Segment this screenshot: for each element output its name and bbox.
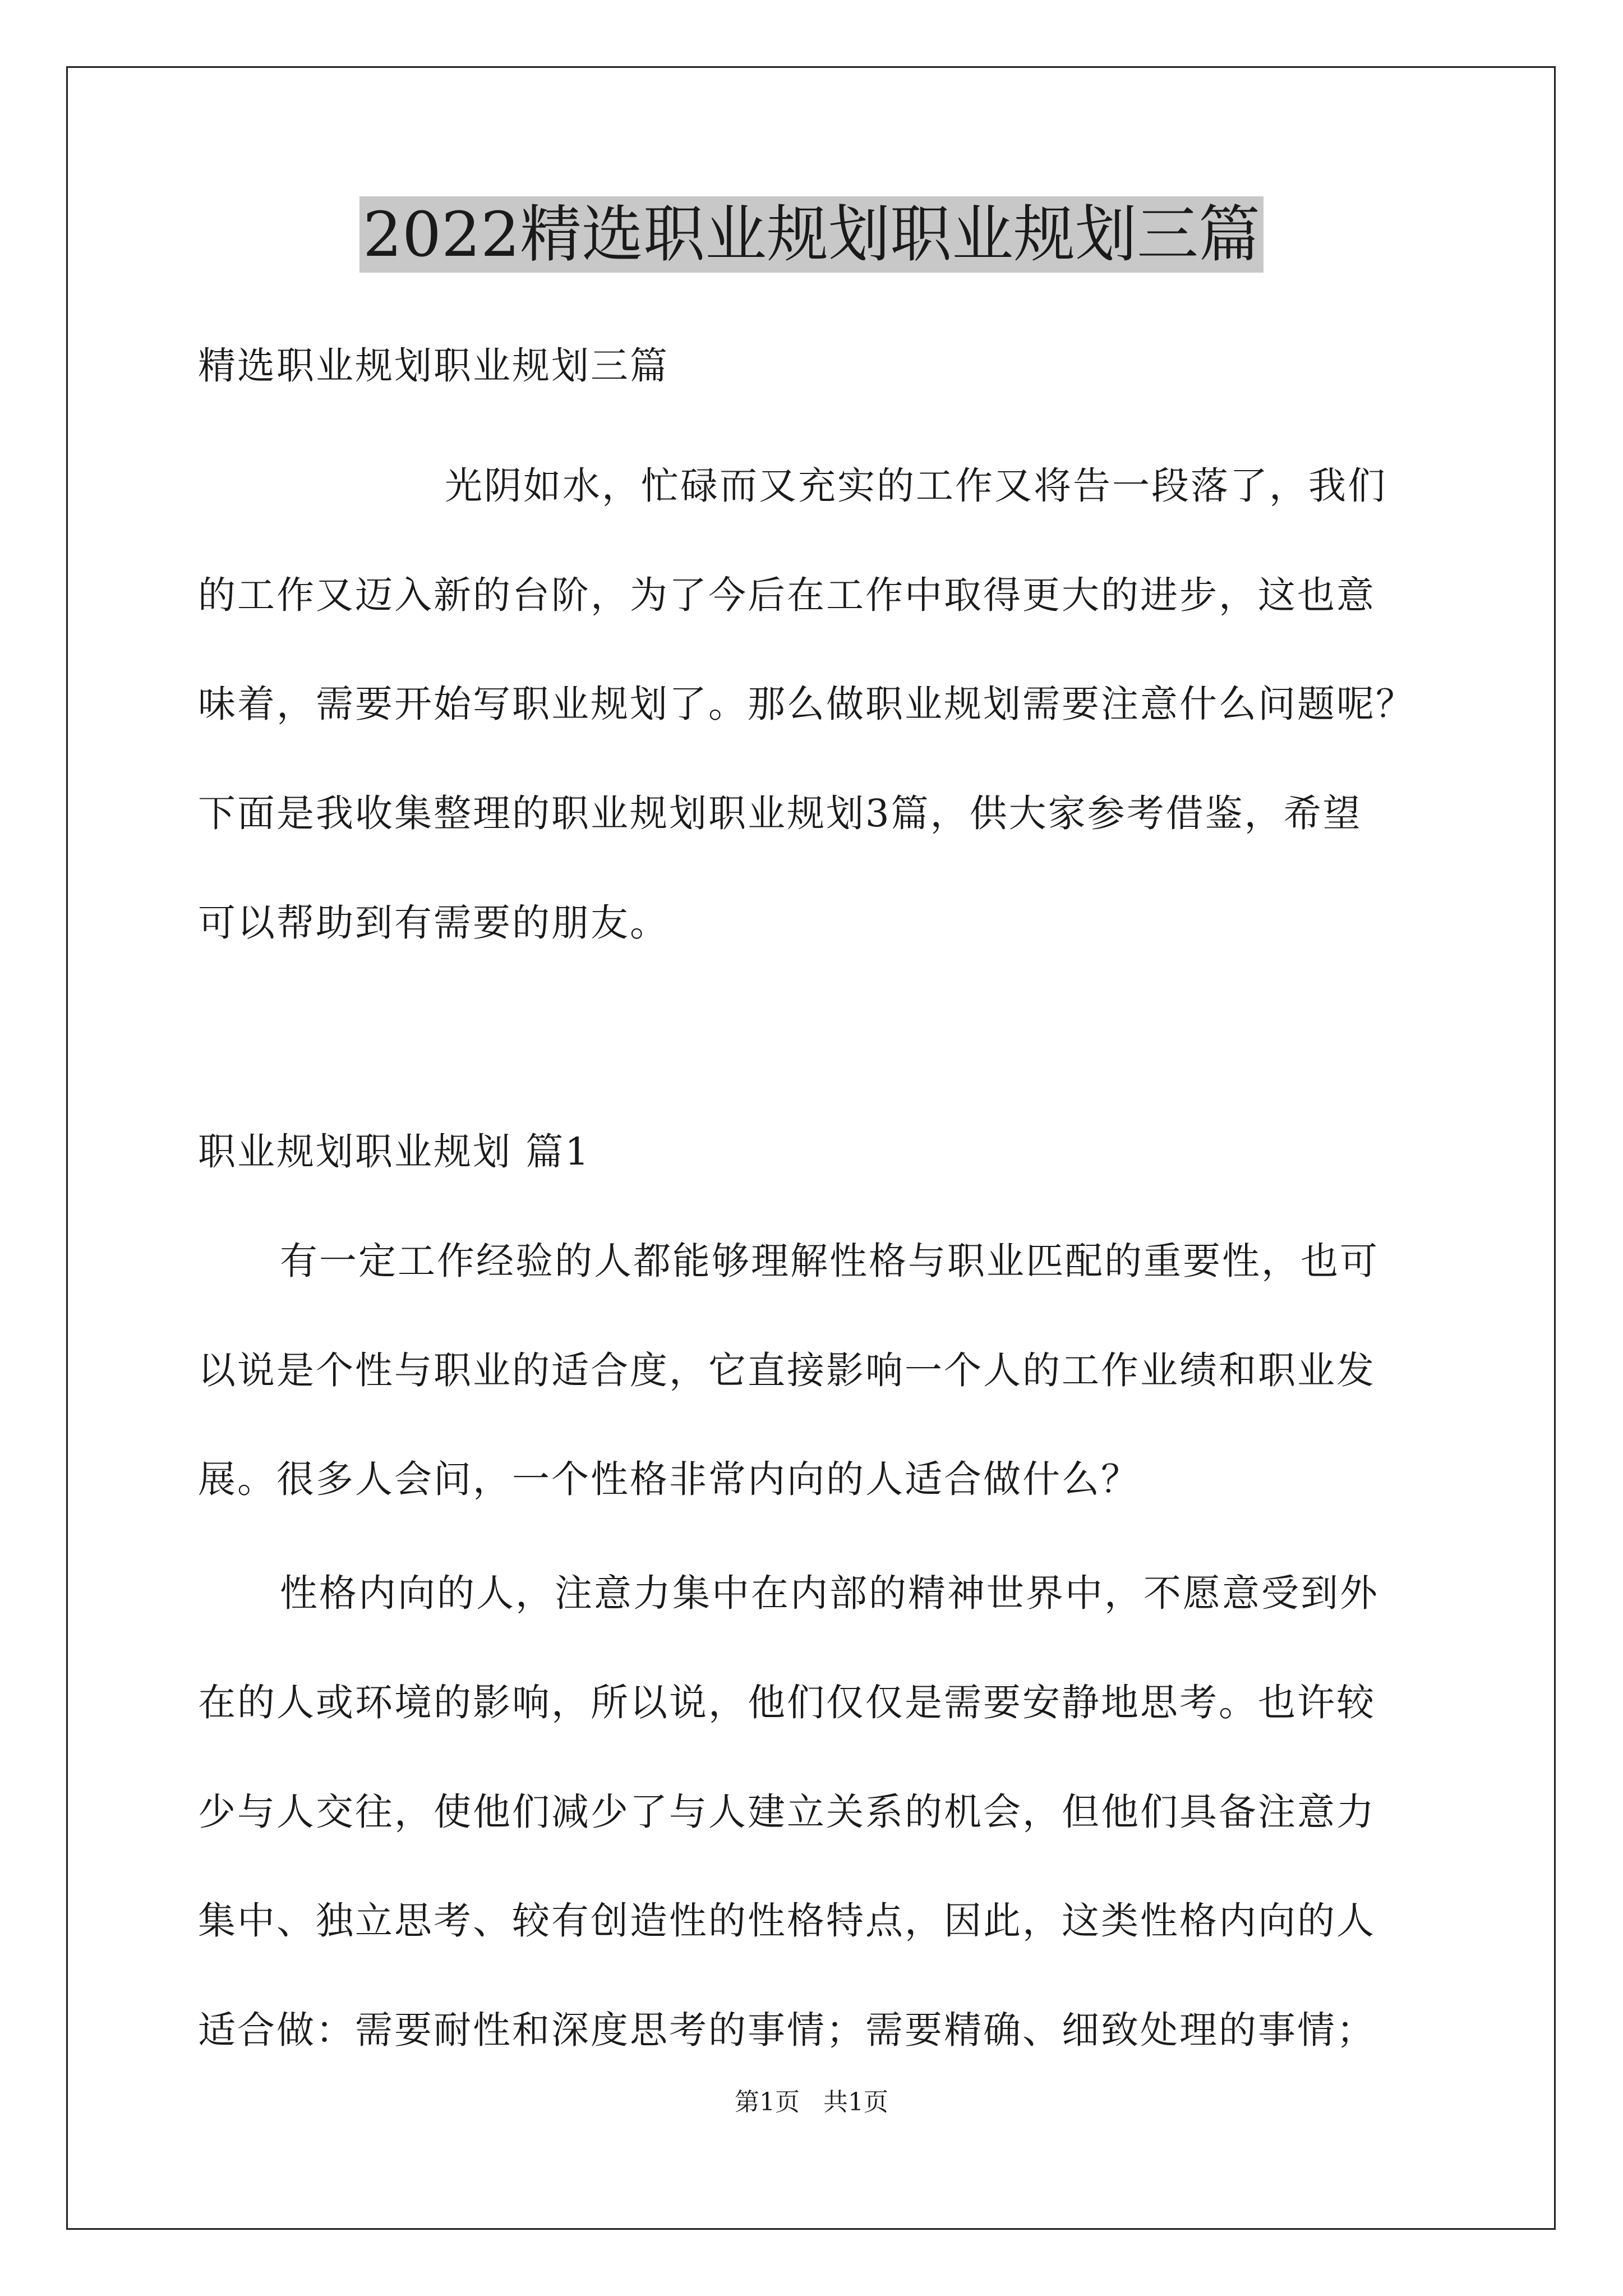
paragraph-line: 集中、独立思考、较有创造性的性格特点，因此，这类性格内向的人 — [198, 1899, 1376, 1943]
page-footer — [0, 2087, 1623, 2118]
section-heading: 职业规划职业规划 篇1 — [198, 1130, 591, 1174]
paragraph-line: 有一定工作经验的人都能够理解性格与职业匹配的重要性，也可 — [280, 1239, 1379, 1283]
page-total: 共1页 — [823, 2088, 888, 2116]
document-title: 2022精选职业规划职业规划三篇 — [359, 196, 1264, 273]
intro-line: 味着，需要开始写职业规划了。那么做职业规划需要注意什么问题呢？ — [198, 682, 1415, 726]
intro-line: 的工作又迈入新的台阶，为了今后在工作中取得更大的进步，这也意 — [198, 573, 1376, 617]
subtitle: 精选职业规划职业规划三篇 — [198, 344, 669, 388]
paragraph-line: 展。很多人会问，一个性格非常内向的人适合做什么？ — [198, 1457, 1140, 1501]
intro-line: 可以帮助到有需要的朋友。 — [198, 901, 669, 945]
paragraph-line: 在的人或环境的影响，所以说，他们仅仅是需要安静地思考。也许较 — [198, 1681, 1376, 1724]
paragraph-line: 性格内向的人，注意力集中在内部的精神世界中，不愿意受到外 — [280, 1571, 1379, 1615]
title-container — [0, 196, 1623, 273]
paragraph-line: 适合做：需要耐性和深度思考的事情；需要精确、细致处理的事情； — [198, 2008, 1376, 2052]
intro-line: 下面是我收集整理的职业规划职业规划3篇，供大家参考借鉴，希望 — [198, 792, 1362, 835]
paragraph-line: 以说是个性与职业的适合度，它直接影响一个人的工作业绩和职业发 — [198, 1349, 1376, 1392]
page-number: 第1页 — [735, 2088, 800, 2116]
intro-line: 光阴如水，忙碌而又充实的工作又将告一段落了，我们 — [445, 464, 1387, 508]
paragraph-line: 少与人交往，使他们减少了与人建立关系的机会，但他们具备注意力 — [198, 1790, 1376, 1834]
